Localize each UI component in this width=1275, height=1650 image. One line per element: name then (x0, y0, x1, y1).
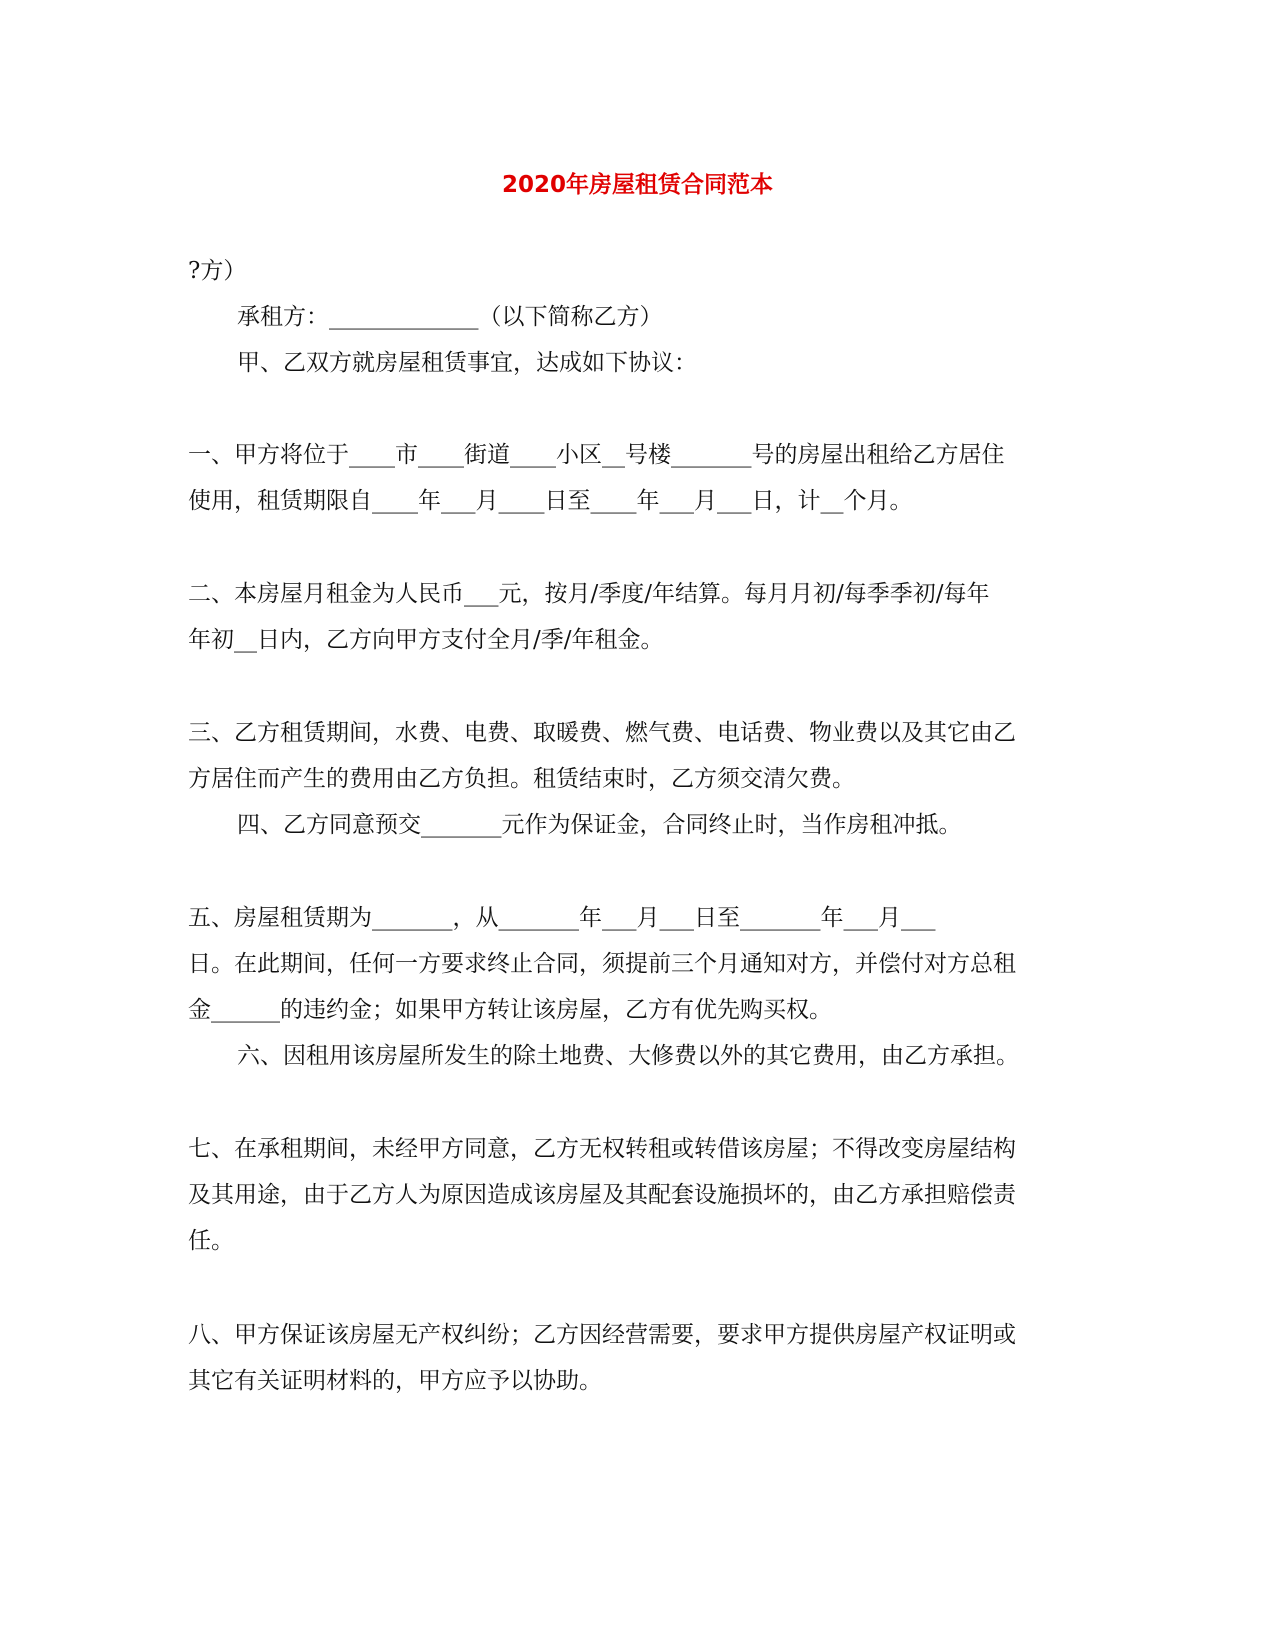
text-line-lessee: 承租方：_____________（以下简称乙方） (237, 304, 663, 330)
text-line-clause-6: 六、因租用该房屋所发生的除土地费、大修费以外的其它费用，由乙方承担。 (237, 1043, 1019, 1069)
text-line-clause-4: 四、乙方同意预交_______元作为保证金，合同终止时，当作房租冲抵。 (237, 812, 962, 838)
text-line-clause-7a: 七、在承租期间，未经甲方同意，乙方无权转租或转借该房屋；不得改变房屋结构 (188, 1136, 1016, 1162)
text-line-clause-3b: 方居住而产生的费用由乙方负担。租赁结束时，乙方须交清欠费。 (188, 766, 855, 792)
text-line-clause-2b: 年初__日内，乙方向甲方支付全月/季/年租金。 (188, 627, 664, 653)
text-line-clause-5c: 金______的违约金；如果甲方转让该房屋，乙方有优先购买权。 (188, 997, 832, 1023)
text-line-agreement-intro: 甲、乙双方就房屋租赁事宜，达成如下协议： (237, 350, 697, 376)
text-line-clause-7b: 及其用途，由于乙方人为原因造成该房屋及其配套设施损坏的，由乙方承担赔偿责 (188, 1182, 1016, 1208)
text-line-clause-2a: 二、本房屋月租金为人民币___元，按月/季度/年结算。每月月初/每季季初/每年 (188, 581, 990, 607)
text-line-clause-7c: 任。 (188, 1228, 234, 1254)
text-line-party-a-tail: ?方） (188, 258, 247, 284)
text-line-clause-8a: 八、甲方保证该房屋无产权纠纷；乙方因经营需要，要求甲方提供房屋产权证明或 (188, 1322, 1016, 1348)
text-line-clause-5a: 五、房屋租赁期为_______，从_______年___月___日至_______年___月___ (188, 905, 936, 931)
text-line-clause-8b: 其它有关证明材料的，甲方应予以协助。 (188, 1368, 602, 1394)
text-line-clause-3a: 三、乙方租赁期间，水费、电费、取暖费、燃气费、电话费、物业费以及其它由乙 (188, 720, 1016, 746)
text-line-clause-5b: 日。在此期间，任何一方要求终止合同，须提前三个月通知对方，并偿付对方总租 (188, 951, 1016, 977)
text-line-clause-1b: 使用，租赁期限自____年___月____日至____年___月___日，计__个月。 (188, 488, 913, 514)
text-line-clause-1a: 一、甲方将位于____市____街道____小区__号楼_______号的房屋出租给乙方居住 (188, 442, 1005, 468)
document-title: 2020年房屋租赁合同范本 (501, 172, 773, 198)
